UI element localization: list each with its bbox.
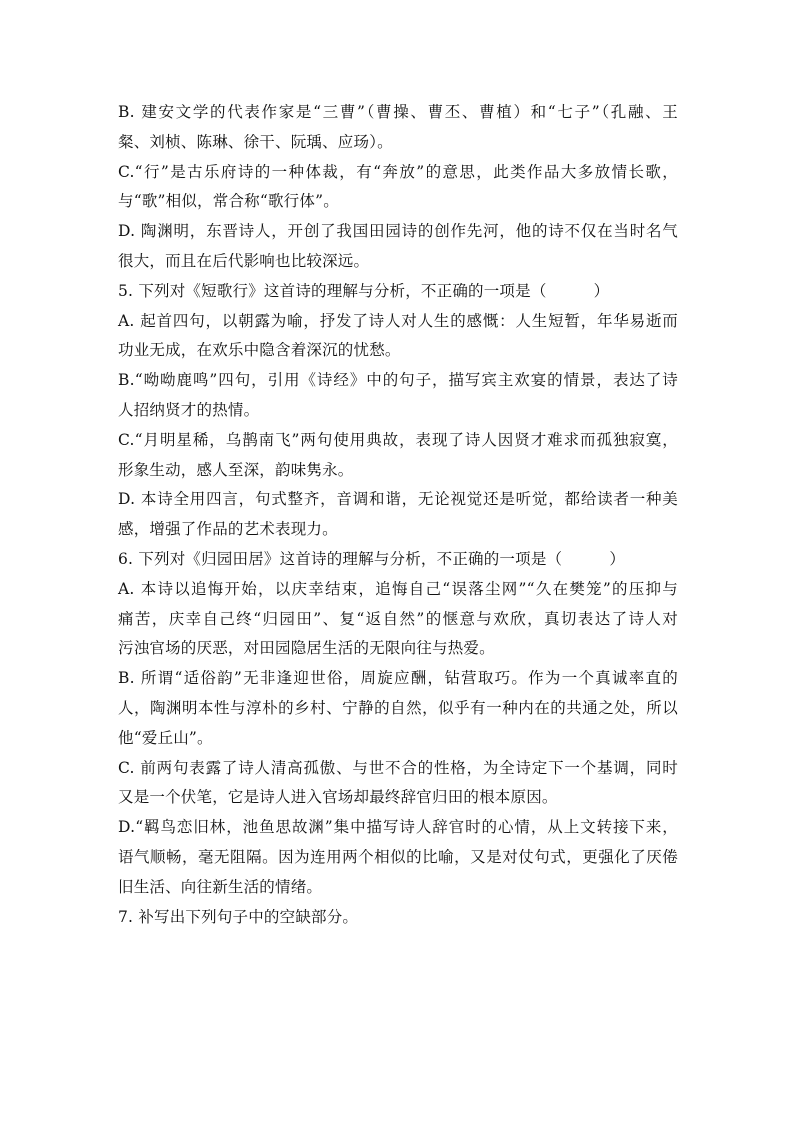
text-line-8: A. 起首四句，以朝露为喻，抒发了诗人对人生的感慨：人生短暂，年华易逝而 (118, 311, 678, 330)
text-line-26: 语气顺畅，毫无阻隔。因为连用两个相似的比喻，又是对仗句式，更强化了厌倦 (118, 847, 678, 866)
text-line-23: C. 前两句表露了诗人清高孤傲、与世不合的性格，为全诗定下一个基调，同时 (118, 758, 678, 777)
text-line-10: B.“呦呦鹿鸣”四句，引用《诗经》中的句子，描写宾主欢宴的情景，表达了诗 (118, 371, 678, 390)
text-line-12: C.“月明星稀，乌鹊南飞”两句使用典故，表现了诗人因贤才难求而孤独寂寞， (118, 430, 678, 449)
text-line-17: A. 本诗以追悔开始，以庆幸结束，追悔自己“误落尘网”“久在樊笼”的压抑与 (118, 579, 678, 598)
text-line-11: 人招纳贤才的热情。 (118, 400, 260, 419)
text-line-2: 粲、刘桢、陈琳、徐干、阮瑀、应玚）。 (118, 132, 393, 151)
text-line-15: 感，增强了作品的艺术表现力。 (118, 520, 338, 539)
text-line-13: 形象生动，感人至深，韵味隽永。 (118, 460, 354, 479)
text-line-25: D.“羁鸟恋旧林，池鱼思故渊”集中描写诗人辞官时的心情，从上文转接下来， (118, 818, 678, 837)
text-line-24: 又是一个伏笔，它是诗人进入官场却最终辞官归田的根本原因。 (118, 788, 558, 807)
text-line-6: 很大，而且在后代影响也比较深远。 (118, 251, 370, 270)
text-line-5: D. 陶渊明，东晋诗人，开创了我国田园诗的创作先河，他的诗不仅在当时名气 (118, 222, 678, 241)
text-line-20: B. 所谓“适俗韵”无非逢迎世俗，周旋应酬，钻营取巧。作为一个真诚率直的 (118, 669, 678, 688)
text-line-27: 旧生活、向往新生活的情绪。 (118, 877, 323, 896)
question-7-title: 7. 补写出下列句子中的空缺部分。 (118, 907, 359, 926)
question-5-title: 5. 下列对《短歌行》这首诗的理解与分析，不正确的一项是（ ） (118, 281, 610, 300)
text-line-21: 人，陶渊明本性与淳朴的乡村、宁静的自然，似乎有一种内在的共通之处，所以 (118, 698, 678, 717)
text-line-4: 与“歌”相似，常合称“歌行体”。 (118, 192, 339, 211)
text-line-19: 污浊官场的厌恶，对田园隐居生活的无限向往与热爱。 (118, 639, 495, 658)
text-line-1: B. 建安文学的代表作家是“三曹”（曹操、曹丕、曹植）和“七子”（孔融、王 (118, 103, 678, 121)
question-6-title: 6. 下列对《归园田居》这首诗的理解与分析，不正确的一项是（ ） (118, 549, 626, 568)
document-page (118, 98, 678, 932)
text-line-22: 他“爱丘山”。 (118, 728, 213, 747)
text-line-14: D. 本诗全用四言，句式整齐，音调和谐，无论视觉还是听觉，都给读者一种美 (118, 490, 678, 509)
text-line-18: 痛苦，庆幸自己终“归园田”、复“返自然”的惬意与欢欣，真切表达了诗人对 (118, 609, 678, 628)
text-line-3: C.“行”是古乐府诗的一种体裁，有“奔放”的意思，此类作品大多放情长歌， (118, 162, 678, 181)
text-line-9: 功业无成，在欢乐中隐含着深沉的忧愁。 (118, 341, 401, 360)
